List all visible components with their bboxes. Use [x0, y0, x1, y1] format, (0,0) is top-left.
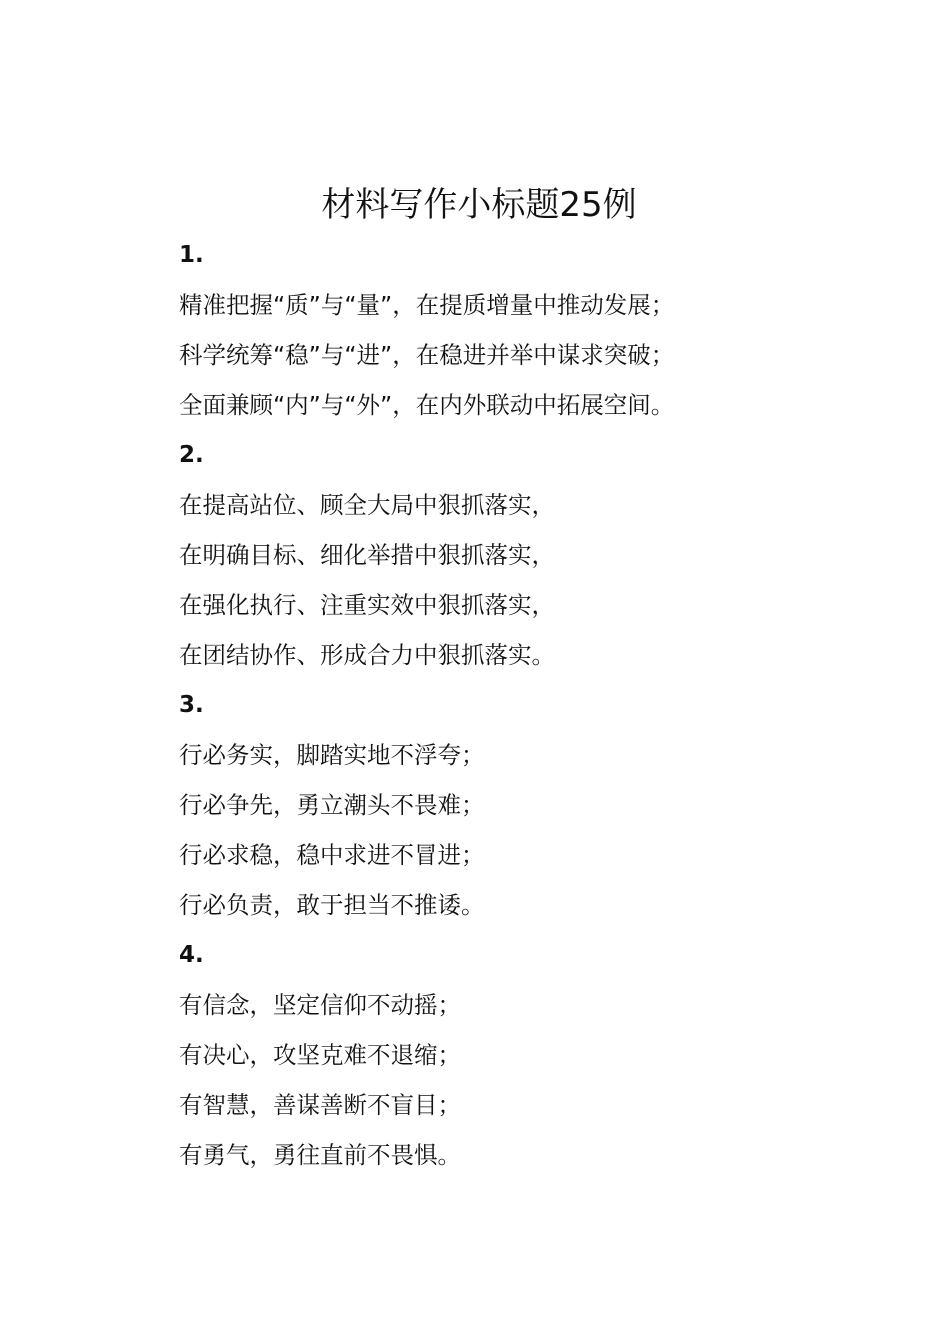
section-number: 1. — [179, 242, 204, 268]
section-4 — [179, 930, 899, 1180]
section-line: 有决心，攻坚克难不退缩； — [179, 1041, 461, 1069]
section-number: 4. — [179, 942, 204, 968]
section-line: 有信念，坚定信仰不动摇； — [179, 991, 461, 1019]
section-line: 行必负责，敢于担当不推诿。 — [179, 891, 485, 919]
section-number: 2. — [179, 442, 204, 468]
section-3 — [179, 680, 899, 930]
section-line: 在提高站位、顾全大局中狠抓落实， — [179, 491, 555, 519]
section-line: 有勇气，勇往直前不畏惧。 — [179, 1141, 461, 1169]
section-number: 3. — [179, 692, 204, 718]
section-line: 行必争先，勇立潮头不畏难； — [179, 791, 485, 819]
document-title: 材料写作小标题25例 — [321, 185, 637, 225]
section-line: 有智慧，善谋善断不盲目； — [179, 1091, 461, 1119]
section-2 — [179, 430, 899, 680]
section-line: 全面兼顾“内”与“外”，在内外联动中拓展空间。 — [179, 391, 675, 419]
section-line: 在强化执行、注重实效中狠抓落实， — [179, 591, 555, 619]
section-line: 行必务实，脚踏实地不浮夸； — [179, 741, 485, 769]
document-body — [179, 230, 899, 1180]
section-1 — [179, 230, 899, 430]
section-line: 行必求稳，稳中求进不冒进； — [179, 841, 485, 869]
section-line: 在团结协作、形成合力中狠抓落实。 — [179, 641, 555, 669]
section-line: 科学统筹“稳”与“进”，在稳进并举中谋求突破； — [179, 341, 675, 369]
section-line: 精准把握“质”与“量”，在提质增量中推动发展； — [179, 291, 675, 319]
section-line: 在明确目标、细化举措中狠抓落实， — [179, 541, 555, 569]
